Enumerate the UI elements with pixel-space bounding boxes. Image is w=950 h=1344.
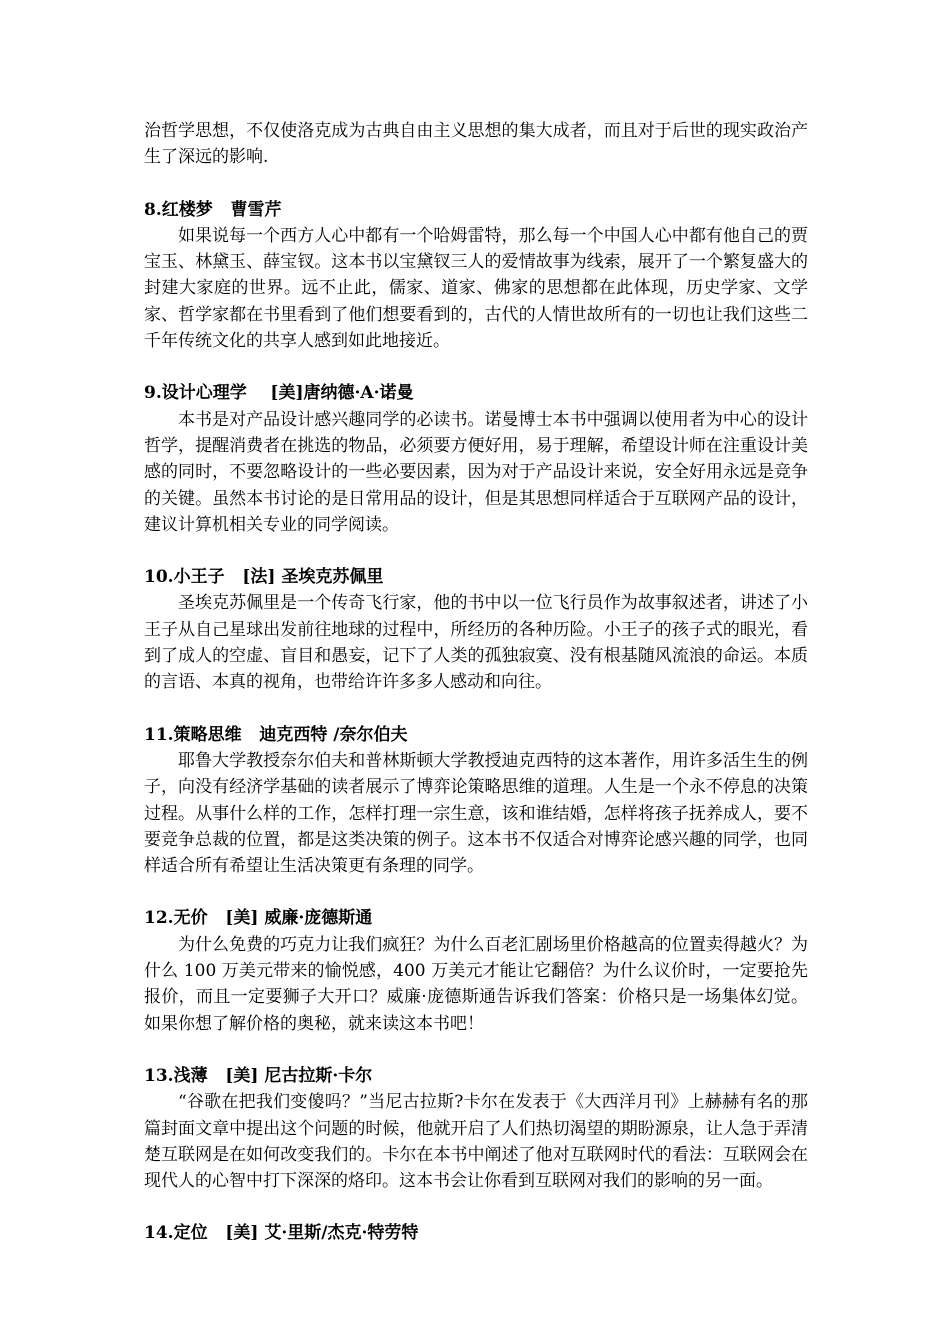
- book-heading: 8.红楼梦 曹雪芹: [144, 199, 282, 220]
- book-description: 本书是对产品设计感兴趣同学的必读书。诺曼博士本书中强调以使用者为中心的设计哲学，提醒消费者在挑选的物品，必须要方便好用，易于理解，希望设计师在注重设计美感的同时，不要忽略设计的一些必要因素，因为对于产品设计来说，安全好用永远是竞争的关键。虽然本书讨论的是日常用品的设计，但是其思想同样适合于互联网产品的设计，建议计算机相关专业的同学阅读。: [144, 409, 808, 535]
- book-entry-9: [144, 380, 808, 538]
- book-entry-10: [144, 564, 808, 695]
- book-heading: 14.定位 [美] 艾·里斯/杰克·特劳特: [144, 1223, 419, 1244]
- document-page: [144, 118, 808, 1247]
- book-entry-11: [144, 722, 808, 880]
- book-description: 耶鲁大学教授奈尔伯夫和普林斯顿大学教授迪克西特的这本著作，用许多活生生的例子，向没有经济学基础的读者展示了博弈论策略思维的道理。人生是一个永不停息的决策过程。从事什么样的工作，怎样打理一宗生意，该和谁结婚，怎样将孩子抚养成人，要不要竞争总裁的位置，都是这类决策的例子。这本书不仅适合对博弈论感兴趣的同学，也同样适合所有希望让生活决策更有条理的同学。: [144, 750, 808, 877]
- book-entry-8: [144, 197, 808, 355]
- book-entry-13: [144, 1063, 808, 1194]
- book-entry-12: [144, 905, 808, 1036]
- book-description: “谷歌在把我们变傻吗？”当尼古拉斯?卡尔在发表于《大西洋月刊》上赫赫有名的那篇封面文章中提出这个问题的时候，他就开启了人们热切渴望的期盼源泉，让人急于弄清楚互联网是在如何改变我们的。卡尔在本书中阐述了他对互联网时代的看法：互联网会在现代人的心智中打下深深的烙印。这本书会让你看到互联网对我们的影响的另一面。: [144, 1092, 808, 1192]
- book-entry-14: [144, 1220, 808, 1246]
- intro-paragraph: 治哲学思想，不仅使洛克成为古典自由主义思想的集大成者，而且对于后世的现实政治产生了深远的影响.: [144, 121, 808, 168]
- book-heading: 11.策略思维 迪克西特 /奈尔伯夫: [144, 724, 408, 745]
- book-description: 圣埃克苏佩里是一个传奇飞行家，他的书中以一位飞行员作为故事叙述者，讲述了小王子从自己星球出发前往地球的过程中，所经历的各种历险。小王子的孩子式的眼光，看到了成人的空虚、盲目和愚妄，记下了人类的孤独寂寞、没有根基随风流浪的命运。本质的言语、本真的视角，也带给许许多多人感动和向往。: [144, 593, 808, 693]
- book-heading: 13.浅薄 [美] 尼古拉斯·卡尔: [144, 1065, 373, 1086]
- book-heading: 12.无价 [美] 威廉·庞德斯通: [144, 908, 373, 929]
- book-heading: 9.设计心理学 [美]唐纳德·A·诺曼: [144, 383, 414, 404]
- book-description: 为什么免费的巧克力让我们疯狂？为什么百老汇剧场里价格越高的位置卖得越火？为什么 100 万美元带来的愉悦感，400 万美元才能让它翻倍？为什么议价时，一定要抢先报价，而且一定要狮子大开口？威廉·庞德斯通告诉我们答案：价格只是一场集体幻觉。如果你想了解价格的奥秘，就来读这本书吧！: [144, 934, 808, 1034]
- book-description: 如果说每一个西方人心中都有一个哈姆雷特，那么每一个中国人心中都有他自己的贾宝玉、林黛玉、薛宝钗。这本书以宝黛钗三人的爱情故事为线索，展开了一个繁复盛大的封建大家庭的世界。远不止此，儒家、道家、佛家的思想都在此体现，历史学家、文学家、哲学家都在书里看到了他们想要看到的，古代的人情世故所有的一切也让我们这些二千年传统文化的共享人感到如此地接近。: [144, 225, 808, 352]
- book-heading: 10.小王子 [法] 圣埃克苏佩里: [144, 567, 384, 588]
